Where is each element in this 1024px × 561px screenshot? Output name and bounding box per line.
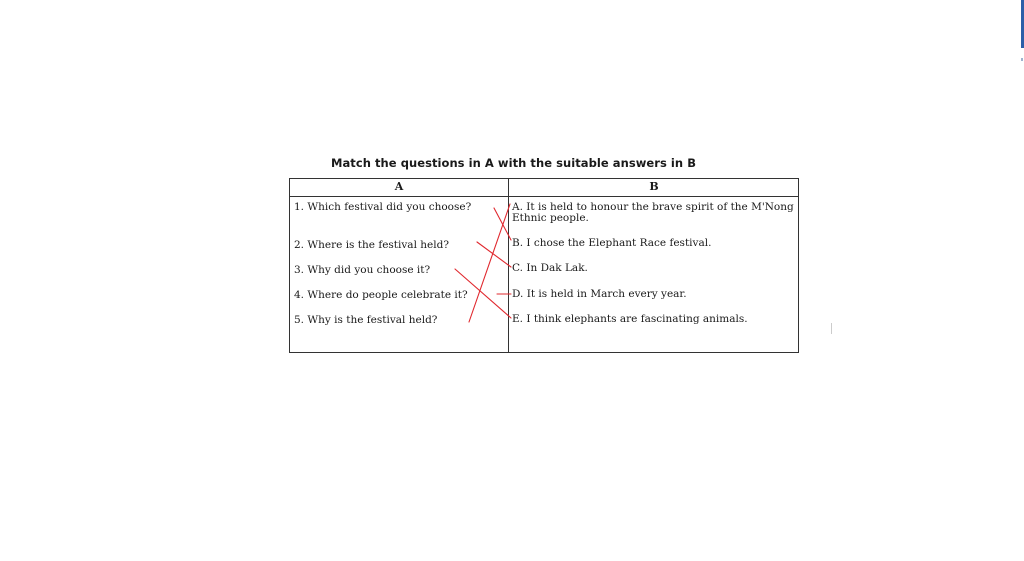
question-1: 1. Which festival did you choose?: [294, 201, 472, 213]
window-edge-mark: [1021, 58, 1023, 61]
question-2: 2. Where is the festival held?: [294, 239, 449, 251]
text-cursor-mark: [831, 323, 832, 334]
question-3: 3. Why did you choose it?: [294, 264, 431, 276]
column-divider: [508, 179, 509, 352]
answer-b: B. I chose the Elephant Race festival.: [512, 237, 712, 249]
exercise-title: Match the questions in A with the suitable answers in B: [331, 156, 697, 170]
answer-a: A. It is held to honour the brave spirit of the M'Nong Ethnic people.: [512, 201, 794, 224]
table-header-row: [290, 179, 798, 197]
answer-e: E. I think elephants are fascinating animals.: [512, 313, 748, 325]
answer-d: D. It is held in March every year.: [512, 288, 687, 300]
question-5: 5. Why is the festival held?: [294, 314, 438, 326]
answer-c: C. In Dak Lak.: [512, 262, 588, 274]
matching-table: [289, 178, 799, 353]
column-b-header: B: [649, 180, 659, 193]
column-a-header: A: [394, 180, 404, 193]
question-4: 4. Where do people celebrate it?: [294, 289, 468, 301]
